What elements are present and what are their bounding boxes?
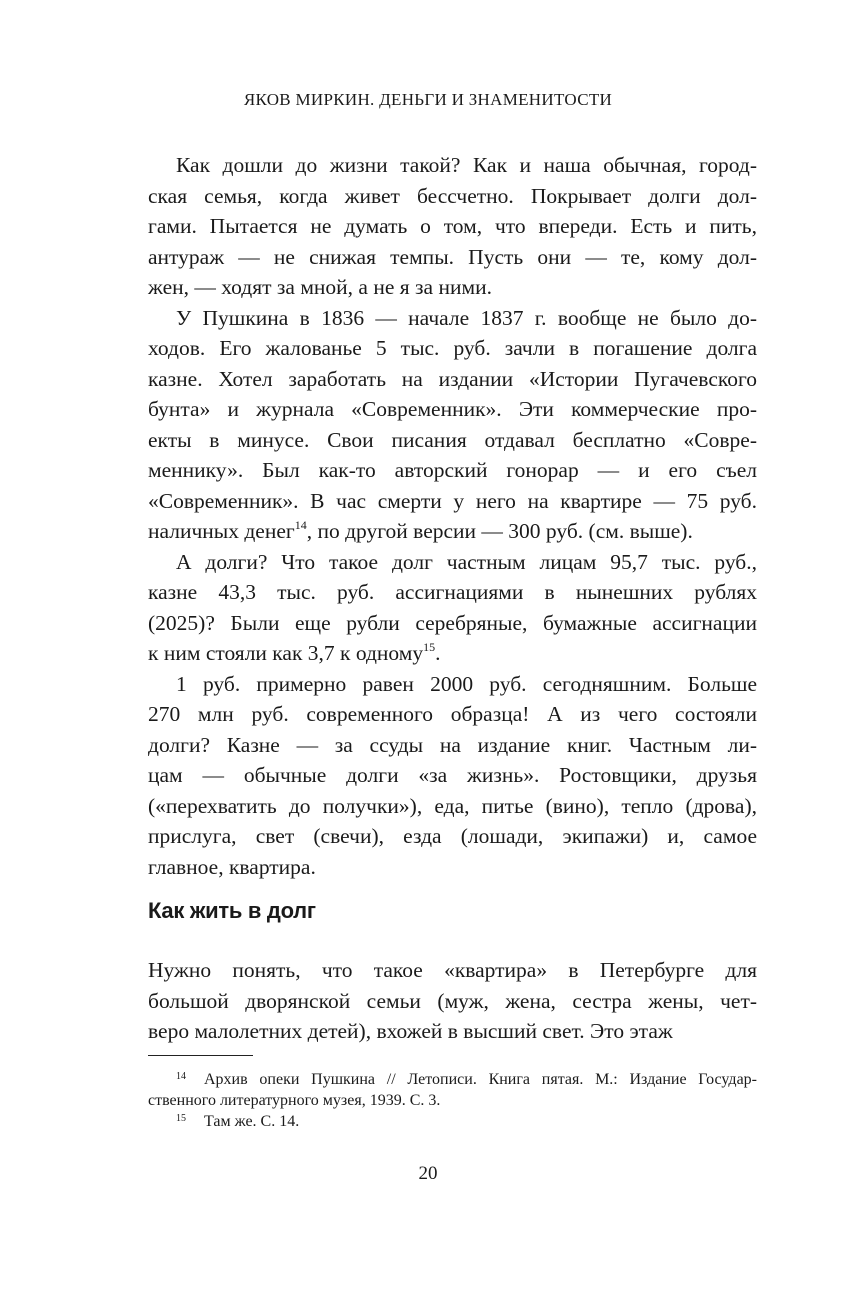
text-line: ская семья, когда живет бессчетно. Покрывает долги дол- — [148, 183, 757, 208]
text-line: цам — обычные долги «за жизнь». Ростовщики, друзья — [148, 763, 757, 787]
text-line: (2025)? Были еще рубли серебряные, бумажные ассигнации — [148, 610, 757, 635]
section-heading: Как жить в долг — [148, 898, 316, 923]
footnote-line: 14 Архив опеки Пушкина // Летописи. Книга пятая. М.: Издание Государ- — [176, 1071, 757, 1088]
text-segment: . — [435, 641, 441, 665]
paragraph — [148, 955, 757, 1047]
text-line: бунта» и журнала «Современник». Эти коммерческие про- — [148, 397, 757, 421]
footnote-line: 15 Там же. С. 14. — [176, 1113, 300, 1130]
page-number: 20 — [418, 1163, 438, 1184]
body-text-before-heading — [148, 150, 757, 882]
text-segment: к ним стояли как 3,7 к одному — [148, 641, 424, 665]
body-text-after-heading — [148, 955, 757, 1047]
text-line: жен, — ходят за мной, а не я за ними. — [148, 275, 492, 299]
text-line: казне. Хотел заработать на издании «Истории Пугачевского — [148, 366, 757, 391]
text-line: гами. Пытается не думать о том, что впереди. Есть и пить, — [148, 214, 757, 238]
text-segment: , по другой версии — 300 руб. (см. выше). — [306, 519, 693, 543]
text-line — [148, 516, 757, 547]
text-segment: наличных денег — [148, 519, 295, 543]
text-line: У Пушкина в 1836 — начале 1837 г. вообще не было до- — [176, 305, 757, 330]
footnote-text: ственного литературного музея, 1939. С. 3. — [148, 1092, 441, 1109]
footnote — [148, 1069, 757, 1111]
footnote-text: Архив опеки Пушкина // Летописи. Книга пятая. М.: Издание Государ- — [204, 1071, 757, 1088]
running-head: ЯКОВ МИРКИН. ДЕНЬГИ И ЗНАМЕНИТОСТИ — [243, 90, 613, 109]
paragraph — [148, 669, 757, 883]
text-line: ходов. Его жалованье 5 тыс. руб. зачли в погашение долга — [148, 336, 757, 360]
paragraph — [148, 303, 757, 547]
text-line: («перехватить до получки»), еда, питье (вино), тепло (дрова), — [148, 793, 757, 818]
text-line: главное, квартира. — [148, 854, 316, 879]
text-line: казне 43,3 тыс. руб. ассигнациями в нынешних рублях — [148, 580, 757, 604]
footnotes — [148, 1069, 757, 1132]
text-line: екты в минусе. Свои писания отдавал бесплатно «Совре- — [148, 427, 757, 452]
text-line: 1 руб. примерно равен 2000 руб. сегодняшним. Больше — [176, 671, 757, 696]
text-line — [148, 638, 757, 669]
footnote-separator — [148, 1055, 253, 1056]
text-line: веро малолетних детей), вхожей в высший свет. Это этаж — [148, 1019, 673, 1043]
paragraph — [148, 547, 757, 669]
footnote — [148, 1111, 757, 1132]
text-line: долги? Казне — за ссуды на издание книг. Частным ли- — [148, 732, 757, 757]
text-line: «Современник». В час смерти у него на квартире — 75 руб. — [148, 488, 757, 513]
text-line: прислуга, свет (свечи), езда (лошади, экипажи) и, самое — [148, 824, 757, 848]
paragraph — [148, 150, 757, 303]
text-line: Как дошли до жизни такой? Как и наша обычная, город- — [176, 153, 757, 177]
footnote-reference: 14 — [294, 518, 307, 532]
footnote-line — [148, 1090, 757, 1111]
text-line: меннику». Был как-то авторский гонорар — и его съел — [148, 458, 757, 482]
text-line: Нужно понять, что такое «квартира» в Петербурге для — [148, 958, 757, 982]
text-line: большой дворянской семьи (муж, жена, сестра жены, чет- — [148, 988, 757, 1013]
text-line: А долги? Что такое долг частным лицам 95,7 тыс. руб., — [176, 549, 757, 574]
text-line: 270 млн руб. современного образца! А из чего состояли — [148, 702, 757, 726]
footnote-reference: 15 — [423, 640, 436, 654]
footnote-text: Там же. С. 14. — [204, 1113, 300, 1130]
text-line: антураж — не снижая темпы. Пусть они — те, кому дол- — [148, 244, 757, 269]
